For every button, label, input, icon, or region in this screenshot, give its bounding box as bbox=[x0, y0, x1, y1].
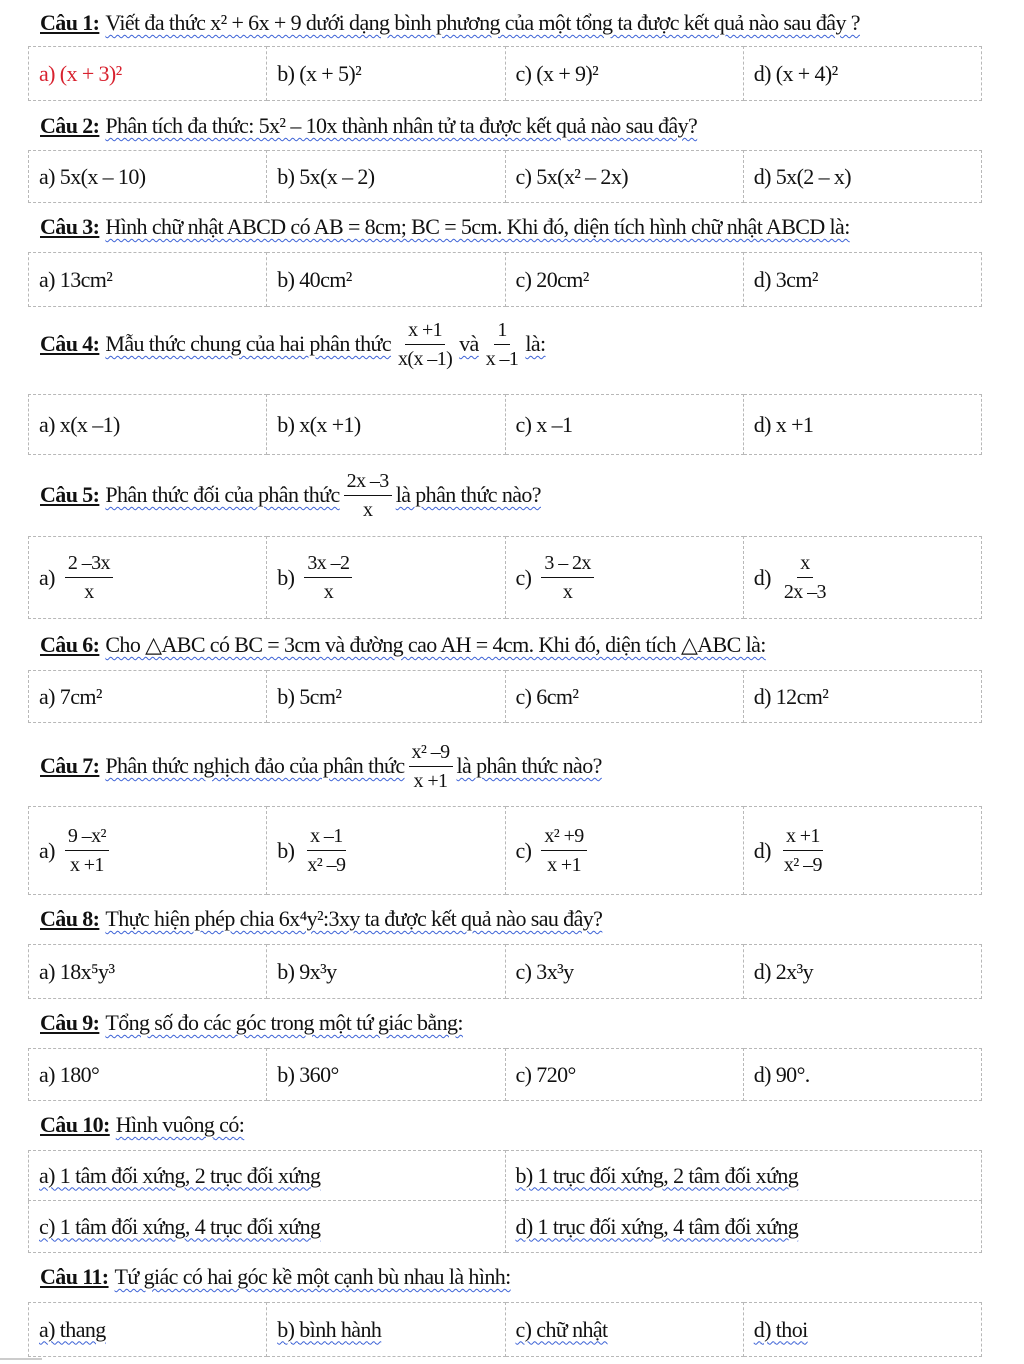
question-4-options bbox=[28, 394, 982, 455]
option-fraction bbox=[781, 551, 829, 604]
question-6 bbox=[40, 626, 766, 664]
q3-option-a[interactable]: a) 13cm² bbox=[39, 266, 113, 292]
q6-option-b[interactable]: b) 5cm² bbox=[277, 683, 342, 709]
q7-option-d[interactable] bbox=[754, 824, 981, 877]
question-10-stem: Hình vuông có: bbox=[115, 1112, 245, 1137]
fraction-denominator: x bbox=[562, 581, 573, 603]
question-1-options bbox=[28, 46, 982, 101]
q6-option-a[interactable]: a) 7cm² bbox=[39, 683, 102, 709]
q9-option-a[interactable]: a) 180° bbox=[39, 1061, 100, 1087]
question-2-label: Câu 2: bbox=[40, 113, 100, 138]
option-prefix: c) bbox=[515, 837, 532, 863]
question-9-stem: Tổng số đo các góc trong một tứ giác bằng: bbox=[105, 1010, 463, 1035]
q11-option-d[interactable]: d) thoi bbox=[753, 1316, 808, 1342]
fraction-denominator: x –1 bbox=[485, 347, 519, 370]
option-prefix: a) bbox=[39, 564, 55, 590]
question-4-fraction-2 bbox=[483, 318, 522, 371]
question-11 bbox=[40, 1258, 511, 1296]
q8-option-d[interactable]: d) 2x³y bbox=[753, 958, 813, 984]
fraction-denominator: x bbox=[84, 581, 94, 603]
question-3-options bbox=[28, 252, 982, 307]
question-10-label: Câu 10: bbox=[40, 1112, 110, 1137]
q7-option-a[interactable] bbox=[39, 824, 266, 877]
question-7-stem-post: là phân thức nào? bbox=[456, 753, 602, 778]
q8-option-a[interactable]: a) 18x⁵y³ bbox=[39, 958, 115, 984]
question-6-label: Câu 6: bbox=[40, 632, 100, 657]
q1-option-a[interactable]: a) (x + 3)² bbox=[39, 60, 122, 86]
question-10 bbox=[40, 1106, 244, 1144]
question-3-stem: Hình chữ nhật ABCD có AB = 8cm; BC = 5cm. Khi đó, diện tích hình chữ nhật ABCD là: bbox=[105, 214, 850, 239]
q10-option-b[interactable]: b) 1 trục đối xứng, 2 tâm đối xứng bbox=[515, 1162, 799, 1188]
q6-option-c[interactable]: c) 6cm² bbox=[515, 683, 579, 709]
question-7-fraction bbox=[409, 740, 453, 793]
question-2-options bbox=[28, 150, 982, 203]
question-5-options bbox=[28, 536, 982, 619]
q8-option-c[interactable]: c) 3x³y bbox=[515, 958, 574, 984]
q4-option-d[interactable]: d) x +1 bbox=[753, 411, 814, 437]
option-prefix: c) bbox=[515, 564, 532, 590]
option-fraction bbox=[65, 551, 113, 604]
fraction-denominator: x +1 bbox=[547, 854, 581, 876]
question-7 bbox=[40, 734, 602, 798]
q3-option-b[interactable]: b) 40cm² bbox=[277, 266, 352, 292]
q2-option-c[interactable]: c) 5x(x² – 2x) bbox=[515, 163, 628, 189]
question-4-stem-mid: và bbox=[459, 331, 479, 356]
question-9-options bbox=[28, 1048, 982, 1101]
question-5-label: Câu 5: bbox=[40, 482, 100, 507]
question-4-stem-pre: Mẫu thức chung của hai phân thức bbox=[105, 331, 392, 356]
q5-option-d[interactable] bbox=[754, 551, 981, 604]
fraction-numerator: 2 –3x bbox=[65, 551, 113, 578]
question-8-stem: Thực hiện phép chia 6x⁴y²:3xy ta được kết quả nào sau đây? bbox=[105, 906, 603, 931]
option-prefix: d) bbox=[753, 837, 771, 863]
question-1-label: Câu 1: bbox=[40, 10, 100, 35]
q5-option-c[interactable] bbox=[516, 551, 743, 604]
option-fraction bbox=[65, 824, 109, 877]
question-7-stem-pre: Phân thức nghịch đảo của phân thức bbox=[105, 753, 405, 778]
q11-option-a[interactable]: a) thang bbox=[39, 1316, 106, 1342]
question-4-stem-post: là: bbox=[525, 331, 546, 356]
q1-option-d[interactable]: d) (x + 4)² bbox=[753, 60, 838, 86]
question-8 bbox=[40, 900, 602, 938]
fraction-denominator: x bbox=[362, 498, 373, 521]
question-4 bbox=[40, 312, 546, 376]
question-1-stem: Viết đa thức x² + 6x + 9 dưới dạng bình phương của một tổng ta được kết quả nào sau đây ? bbox=[105, 10, 860, 35]
q3-option-d[interactable]: d) 3cm² bbox=[753, 266, 818, 292]
option-prefix: d) bbox=[753, 564, 771, 590]
option-fraction bbox=[541, 551, 593, 604]
question-10-options bbox=[28, 1150, 982, 1253]
question-6-stem: Cho △ABC có BC = 3cm và đường cao AH = 4cm. Khi đó, diện tích △ABC là: bbox=[105, 632, 766, 657]
question-9-label: Câu 9: bbox=[40, 1010, 100, 1035]
question-8-options bbox=[28, 944, 982, 999]
fraction-numerator: x² –9 bbox=[409, 740, 453, 767]
question-7-label: Câu 7: bbox=[40, 753, 100, 778]
q4-option-a[interactable]: a) x(x –1) bbox=[39, 411, 120, 437]
q5-option-b[interactable] bbox=[277, 551, 504, 604]
option-fraction bbox=[304, 824, 348, 877]
q11-option-c[interactable]: c) chữ nhật bbox=[515, 1316, 608, 1342]
q9-option-c[interactable]: c) 720° bbox=[515, 1061, 576, 1087]
fraction-denominator: x +1 bbox=[69, 854, 104, 876]
q7-option-c[interactable] bbox=[516, 824, 743, 877]
question-2-stem: Phân tích đa thức: 5x² – 10x thành nhân tử ta được kết quả nào sau đây? bbox=[105, 113, 698, 138]
q11-option-b[interactable]: b) bình hành bbox=[277, 1316, 382, 1342]
fraction-numerator: 9 –x² bbox=[65, 824, 109, 851]
q2-option-b[interactable]: b) 5x(x – 2) bbox=[277, 163, 375, 189]
q10-option-a[interactable]: a) 1 tâm đối xứng, 2 trục đối xứng bbox=[39, 1162, 321, 1188]
q7-option-b[interactable] bbox=[277, 824, 504, 877]
fraction-denominator: x² –9 bbox=[783, 854, 822, 876]
question-11-options bbox=[28, 1302, 982, 1357]
question-7-options bbox=[28, 806, 982, 895]
q5-option-a[interactable] bbox=[39, 551, 266, 604]
question-5-stem-pre: Phân thức đối của phân thức bbox=[105, 482, 340, 507]
fraction-numerator: x +1 bbox=[405, 318, 445, 345]
q9-option-b[interactable]: b) 360° bbox=[277, 1061, 339, 1087]
q1-option-b[interactable]: b) (x + 5)² bbox=[277, 60, 362, 86]
question-5-fraction bbox=[344, 469, 392, 522]
fraction-denominator: 2x –3 bbox=[783, 581, 826, 603]
fraction-numerator: 1 bbox=[494, 318, 509, 345]
fraction-numerator: x +1 bbox=[783, 824, 823, 851]
fraction-denominator: x +1 bbox=[413, 769, 448, 792]
question-11-label: Câu 11: bbox=[40, 1264, 109, 1289]
question-9 bbox=[40, 1004, 463, 1042]
question-6-options bbox=[28, 670, 982, 723]
fraction-numerator: x –1 bbox=[307, 824, 346, 851]
option-prefix: a) bbox=[39, 837, 55, 863]
fraction-numerator: 2x –3 bbox=[344, 469, 392, 496]
q2-option-d[interactable]: d) 5x(2 – x) bbox=[753, 163, 852, 189]
question-5 bbox=[40, 464, 541, 526]
q10-option-c[interactable]: c) 1 tâm đối xứng, 4 trục đối xứng bbox=[39, 1213, 321, 1239]
question-5-stem-post: là phân thức nào? bbox=[395, 482, 541, 507]
fraction-numerator: 3x –2 bbox=[304, 551, 352, 578]
question-8-label: Câu 8: bbox=[40, 906, 100, 931]
question-2 bbox=[40, 108, 697, 144]
question-1 bbox=[40, 6, 860, 40]
fraction-numerator: x bbox=[797, 551, 812, 578]
q4-option-b[interactable]: b) x(x +1) bbox=[277, 411, 361, 437]
fraction-numerator: 3 – 2x bbox=[541, 551, 593, 578]
question-11-stem: Tứ giác có hai góc kề một cạnh bù nhau là hình: bbox=[114, 1264, 511, 1289]
q3-option-c[interactable]: c) 20cm² bbox=[515, 266, 589, 292]
q10-option-d[interactable]: d) 1 trục đối xứng, 4 tâm đối xứng bbox=[515, 1213, 799, 1239]
q6-option-d[interactable]: d) 12cm² bbox=[753, 683, 829, 709]
question-4-label: Câu 4: bbox=[40, 331, 100, 356]
fraction-numerator: x² +9 bbox=[541, 824, 586, 851]
question-4-fraction-1 bbox=[395, 318, 455, 371]
option-prefix: b) bbox=[277, 837, 295, 863]
q1-option-c[interactable]: c) (x + 9)² bbox=[515, 60, 599, 86]
q2-option-a[interactable]: a) 5x(x – 10) bbox=[39, 163, 146, 189]
option-fraction bbox=[781, 824, 825, 877]
page-edge-divider bbox=[0, 1358, 42, 1360]
fraction-denominator: x(x –1) bbox=[398, 347, 453, 370]
q9-option-d[interactable]: d) 90°. bbox=[753, 1061, 810, 1087]
option-fraction bbox=[541, 824, 586, 877]
fraction-denominator: x² –9 bbox=[307, 854, 346, 876]
option-fraction bbox=[304, 551, 352, 604]
fraction-denominator: x bbox=[323, 581, 334, 603]
q4-option-c[interactable]: c) x –1 bbox=[515, 411, 573, 437]
question-3 bbox=[40, 208, 850, 246]
q8-option-b[interactable]: b) 9x³y bbox=[277, 958, 337, 984]
question-3-label: Câu 3: bbox=[40, 214, 100, 239]
option-prefix: b) bbox=[277, 564, 295, 590]
